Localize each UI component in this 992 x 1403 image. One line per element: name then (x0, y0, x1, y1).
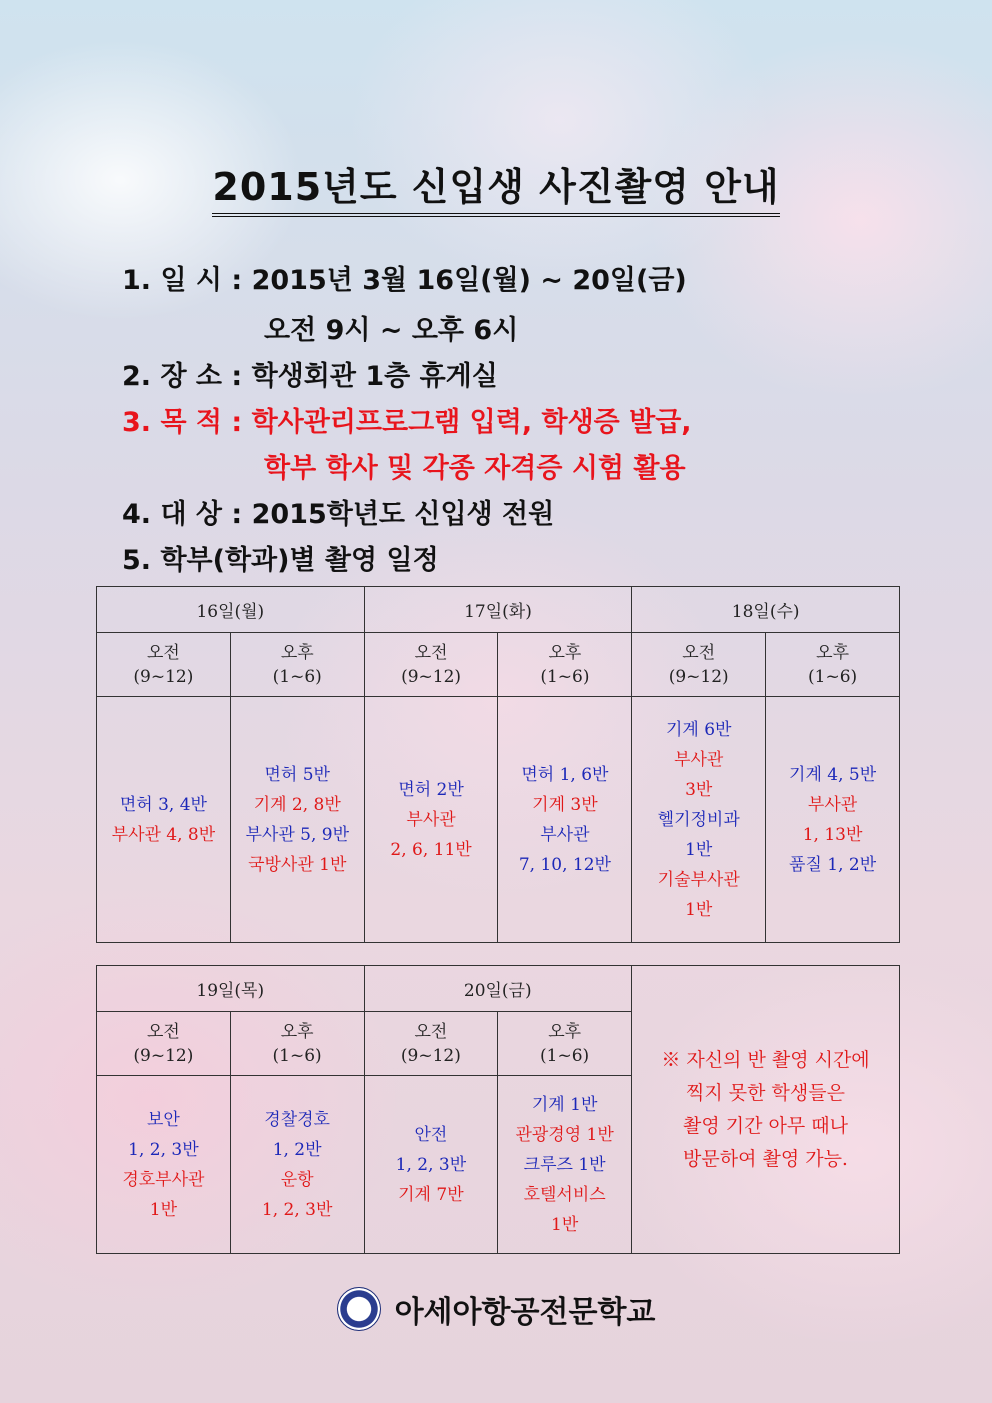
info-purpose-cont: 학부 학사 및 각종 자격증 시험 활용 (264, 453, 686, 484)
schedule-cell (766, 697, 900, 943)
class-entry: 3반 (685, 779, 713, 800)
class-entry: 면허 5반 (264, 764, 330, 785)
note-text: ※ 자신의 반 촬영 시간에 찍지 못한 학생들은 촬영 기간 아무 때나 방문하여 촬영 가능. (661, 1048, 870, 1170)
class-entry: 부사관 (406, 809, 456, 830)
schedule-cell (97, 697, 231, 943)
class-entry: 기계 2, 8반 (253, 794, 341, 815)
class-entry: 크루즈 1반 (523, 1154, 606, 1175)
class-entry: 1, 2반 (272, 1139, 322, 1160)
class-entry: 부사관 (540, 824, 590, 845)
slot-pm: 오후 (1~6) (498, 633, 632, 697)
slot-pm: 오후 (1~6) (230, 1012, 364, 1076)
class-entry: 기계 1반 (531, 1094, 598, 1115)
slot-pm: 오후 (1~6) (766, 633, 900, 697)
class-entry: 안전 (414, 1124, 448, 1145)
day-header: 20일(금) (364, 966, 632, 1012)
class-entry: 기계 3반 (532, 794, 598, 815)
day-header: 16일(월) (97, 587, 365, 633)
slot-am: 오전 (9~12) (364, 1012, 498, 1076)
info-time: 오전 9시 ~ 오후 6시 (264, 315, 519, 346)
note-cell (632, 966, 900, 1254)
slot-pm: 오후 (1~6) (230, 633, 364, 697)
class-entry: 경찰경호 (264, 1109, 330, 1130)
schedule-cell (632, 697, 766, 943)
school-name: 아세아항공전문학교 (394, 1295, 656, 1330)
schedule-table-1 (96, 586, 900, 943)
class-entry: 1반 (685, 839, 713, 860)
class-entry: 1, 2, 3반 (395, 1154, 467, 1175)
class-entry: 7, 10, 12반 (518, 854, 611, 875)
schedule-cell (230, 1076, 364, 1254)
class-entry: 보안 (146, 1109, 180, 1130)
class-entry: 1반 (149, 1199, 177, 1220)
info-target: 4. 대 상 : 2015학년도 신입생 전원 (122, 499, 555, 530)
schedule-table-2 (96, 965, 900, 1254)
class-entry: 기계 6반 (665, 719, 732, 740)
class-entry: 기계 4, 5반 (789, 764, 877, 785)
class-entry: 1반 (685, 899, 713, 920)
footer (0, 1286, 992, 1332)
info-schedule-heading: 5. 학부(학과)별 촬영 일정 (122, 545, 439, 576)
slot-pm: 오후 (1~6) (498, 1012, 632, 1076)
class-entry: 국방사관 1반 (248, 854, 347, 875)
class-entry: 호텔서비스 (523, 1184, 606, 1205)
schedule-cell (97, 1076, 231, 1254)
class-entry: 운항 (280, 1169, 314, 1190)
class-entry: 부사관 (674, 749, 724, 770)
schedule-cell (230, 697, 364, 943)
class-entry: 1반 (551, 1214, 579, 1235)
schedule-cell (498, 697, 632, 943)
info-place: 2. 장 소 : 학생회관 1층 휴게실 (122, 361, 498, 392)
class-entry: 부사관 5, 9반 (245, 824, 349, 845)
slot-am: 오전 (9~12) (97, 1012, 231, 1076)
schedule-cell (498, 1076, 632, 1254)
day-header: 19일(목) (97, 966, 365, 1012)
class-entry: 경호부사관 (122, 1169, 205, 1190)
class-entry: 기계 7반 (398, 1184, 464, 1205)
class-entry: 1, 2, 3반 (261, 1199, 333, 1220)
class-entry: 1, 2, 3반 (128, 1139, 199, 1160)
class-entry: 관광경영 1반 (515, 1124, 614, 1145)
info-date: 1. 일 시 : 2015년 3월 16일(월) ~ 20일(금) (122, 265, 687, 296)
class-entry: 품질 1, 2반 (789, 854, 877, 875)
day-header: 18일(수) (632, 587, 900, 633)
schedule-cell (364, 697, 498, 943)
schedule-cell (364, 1076, 498, 1254)
slot-am: 오전 (9~12) (632, 633, 766, 697)
class-entry: 2, 6, 11반 (390, 839, 472, 860)
info-purpose: 3. 목 적 : 학사관리프로그램 입력, 학생증 발급, (122, 407, 692, 438)
class-entry: 부사관 4, 8반 (111, 824, 216, 845)
class-entry: 면허 3, 4반 (119, 794, 207, 815)
class-entry: 기술부사관 (657, 869, 740, 890)
class-entry: 부사관 (807, 794, 858, 815)
class-entry: 헬기정비과 (657, 809, 740, 830)
slot-am: 오전 (9~12) (97, 633, 231, 697)
title-text: 2015년도 신입생 사진촬영 안내 (212, 165, 779, 217)
class-entry: 1, 13반 (802, 824, 863, 845)
class-entry: 면허 2반 (398, 779, 464, 800)
day-header: 17일(화) (364, 587, 632, 633)
page-title (0, 156, 992, 211)
class-entry: 면허 1, 6반 (521, 764, 609, 785)
slot-am: 오전 (9~12) (364, 633, 498, 697)
school-emblem-icon (337, 1287, 381, 1331)
